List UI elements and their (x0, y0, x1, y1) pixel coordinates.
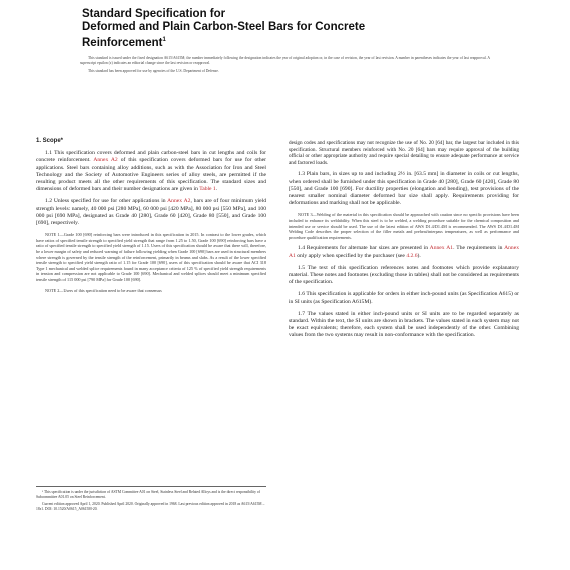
right-column (289, 140, 519, 345)
preamble-designation: This standard is issued under the fixed designation A615/A615M; the number immediately following the designation indicates the year of original adoption or, in the case of revision, the year of last revision. A number in parentheses indicates the year of last reapproval. A superscript epsilon (ε) indicates an editorial change since the last revision or reapproval. (80, 56, 490, 66)
paragraph-1-1: 1.1 This specification covers deformed and plain carbon-steel bars in cut lengths and coils for concrete reinforcement. Annex A2 of this specification covers deformed bars for use for other applications. Steel bars containing alloy additions, such as with the Association for Iron and Steel Technology and the Society of Automotive Engineers series of alloy steels, are permitted if the resulting product meets all the other requirements of this specification. The standard sizes and dimensions of deformed bars and their number designations are given in Table 1. (36, 150, 266, 193)
paragraph-1-3: 1.3 Plain bars, in sizes up to and including 2½ in. [63.5 mm] in diameter in coils or cut lengths, when ordered shall be furnished under this specification in Grade 40 [280], Grade 60 [420], Grade 80 [550], and Grade 100 [690]. For ductility properties (elongation and bending), test provisions of the nearest smaller nominal diameter deformed bar size shall apply. Requirements providing for deformations and marking shall not be applicable. (289, 171, 519, 207)
scope-heading: 1. Scope* (36, 138, 64, 144)
paragraph-1-4: 1.4 Requirements for alternate bar sizes are presented in Annex A1. The requirements in Annex A1 only apply when specified by the purchaser (see 4.2.6). (289, 245, 520, 259)
title-line-1: Standard Specification for (82, 8, 226, 20)
paragraph-1-6: 1.6 This specification is applicable for orders in either inch-pound units (as Specification A615) or in SI units (as Specification A615M). (289, 291, 519, 305)
footnotes (36, 486, 266, 514)
note-1: NOTE 1—Grade 100 [690] reinforcing bars were introduced in this specification in 2015. In contrast to the lower grades, which have ratios of specified tensile strength to specified yield strength that range from 1.25 to 1.50, Grade 100 [690] reinforcing bars have a ratio of specified tensile strength to specified yield strength of 1.15. Users of this specification should be aware that there will, therefore, be a lower margin of safety and reduced warning of failure following yielding when Grade 100 [690] bars are used in structural members where strength is governed by the tensile strength of the reinforcement, primarily in beams and slabs. As a result of the lower specified tensile strength to specified yield strength ratio of 1.15 for Grade 100 [690], users of this specification should be aware that ACI 318 Type 1 mechanical and welded splice requirements found in many acceptance criteria of 125 % of specified yield strength requirements in tension and compression are not applicable to Grade 100 [690]. Mechanical and welded splices should meet a minimum specified tensile strength of 115 000 psi [790 MPa] for Grade 100 [690]. (36, 232, 266, 282)
section-4-2-6-link[interactable]: 4.2.6 (406, 252, 418, 259)
note-2: NOTE 2—Users of this specification need to be aware that consensus (45, 287, 162, 293)
annex-a2-link-2[interactable]: Annex A2 (167, 198, 191, 205)
note-3: NOTE 3—Welding of the material in this specification should be approached with caution since no specific provisions have been included to enhance its weldability. When this steel is to be welded, a welding procedure suitable for the chemical composition and intended use or service should be used. The use of the latest edition of AWS D1.4/D1.4M is recommended. The AWS D1.4/D1.4M Welding Code describes the proper selection of the filler metals and preheat/interpass temperatures, as well as performance and procedure qualification requirements. (289, 212, 519, 240)
left-column (36, 138, 266, 298)
annex-a2-link[interactable]: Annex A2 (93, 157, 118, 164)
note-2-continued: design codes and specifications may not recognize the use of No. 20 [64] bar, the largest bar included in this specification. Structural members reinforced with No. 20 [64] bars may require approval of the building official or other appropriate authority and require special detailing to ensure adequate performance at service and factored loads. (289, 140, 519, 166)
footnote-edition: Current edition approved April 1, 2020. Published April 2020. Originally approved in 1968. Last previous edition approved in 2018 as A615/A615M – 18ε1. DOI: 10.1520/A0615_A0615M-20. (36, 502, 265, 511)
preamble (80, 56, 490, 78)
title-line-2: Deformed and Plain Carbon-Steel Bars for Concrete (82, 21, 366, 33)
annex-a1-link[interactable]: Annex A1 (429, 245, 454, 252)
preamble-dod: This standard has been approved for use by agencies of the U.S. Department of Defense. (88, 69, 219, 74)
paragraph-1-7: 1.7 The values stated in either inch-pound units or SI units are to be regarded separately as standard. Within the text, the SI units are shown in brackets. The values stated in each system may not be exact equivalents; therefore, each system shall be used independently of the other. Combining values from the two systems may result in non-conformance with the specification. (289, 310, 519, 339)
footnote-1: ¹ This specification is under the jurisdiction of ASTM Committee A01 on Steel, Stainless Steel and Related Alloys and is the direct responsibility of Subcommittee A01.05 on Steel Reinforcement. (36, 490, 260, 499)
title-line-3: Reinforcement (82, 36, 163, 49)
annex-a1-link-2[interactable]: Annex A1 (289, 245, 520, 259)
paragraph-1-2: 1.2 Unless specified for use for other applications in Annex A2, bars are of four minimum yield strength levels: namely, 40 000 psi [280 MPa], 60 000 psi [420 MPa], 80 000 psi [550 MPa], and 100 000 psi [690 MPa], designated as Grade 40 [280], Grade 60 [420], Grade 80 [550], and Grade 100 [690], respectively. (36, 198, 266, 227)
table-1-link[interactable]: Table 1 (199, 186, 216, 193)
paragraph-1-5: 1.5 The text of this specification references notes and footnotes which provide explanatory material. These notes and footnotes (excluding those in tables) shall not be considered as requirements of the specification. (289, 264, 519, 286)
document-title (82, 8, 502, 50)
title-footnote-marker: 1 (162, 37, 166, 43)
